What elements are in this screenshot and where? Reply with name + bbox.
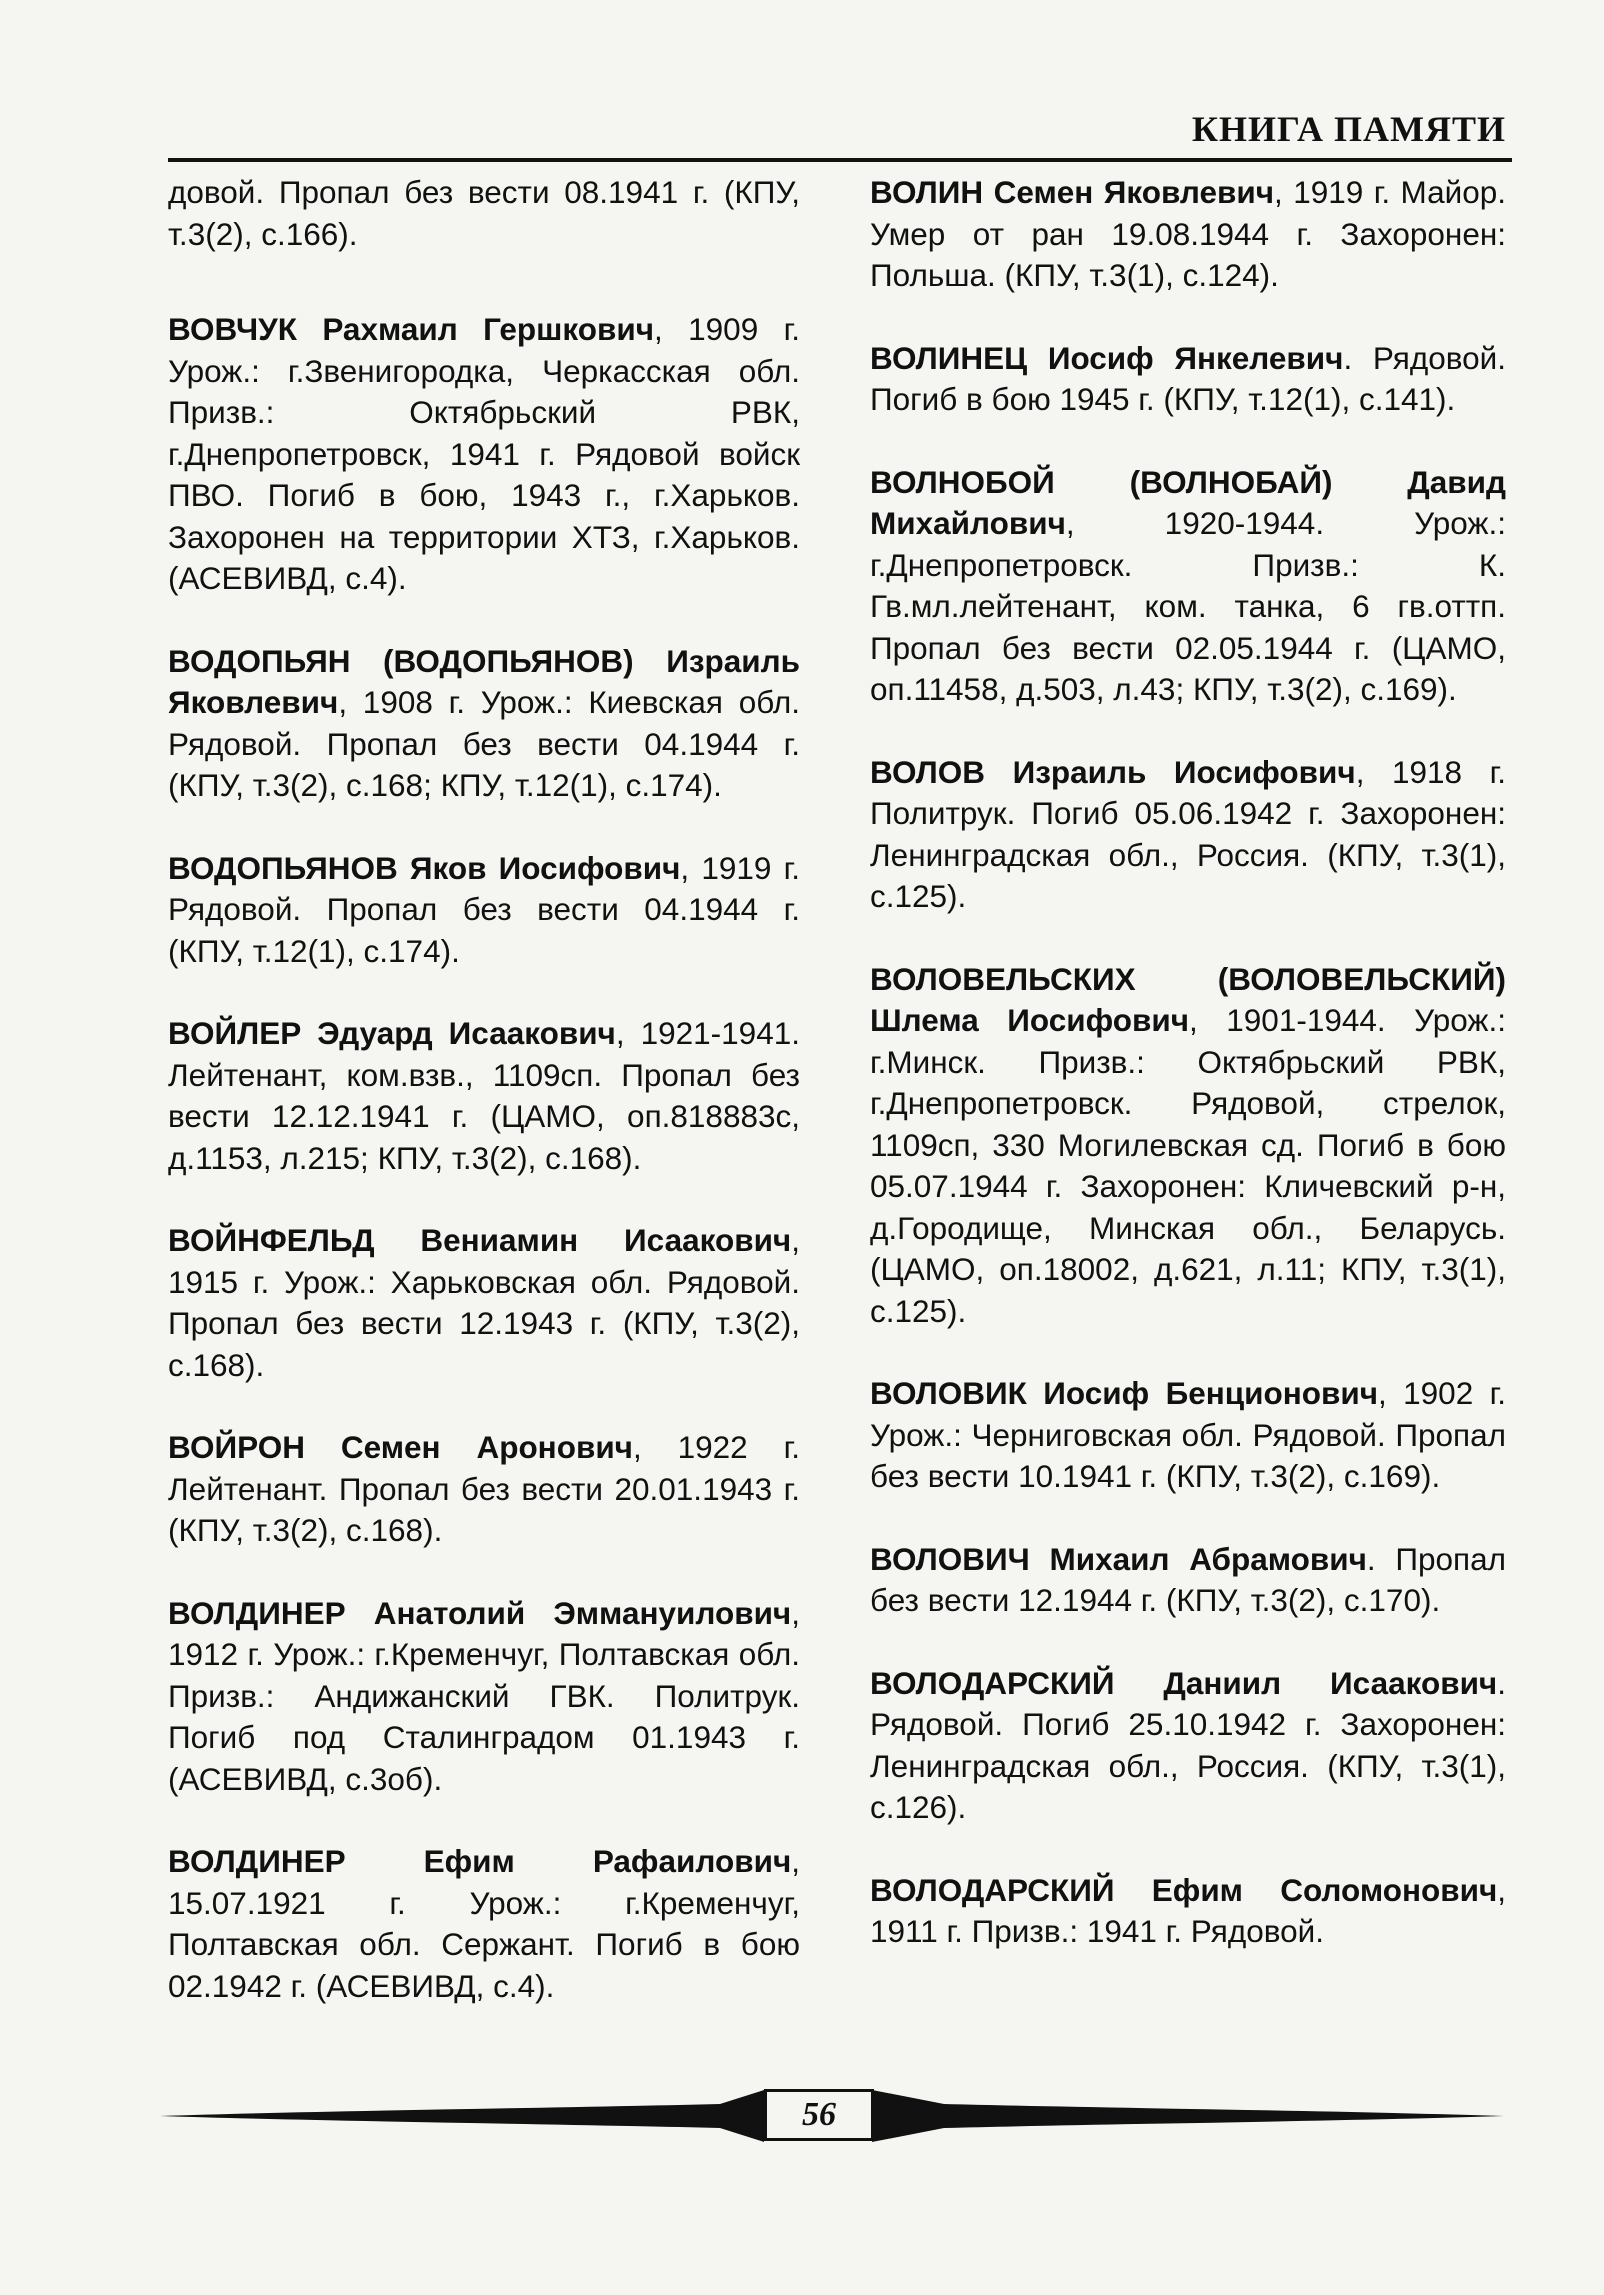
right-column — [870, 172, 1506, 1994]
entry: ВОЛДИНЕР Ефим Рафаилович, 15.07.1921 г. Урож.: г.Кременчуг, Полтавская обл. Сержант. Погиб в бою 02.1942 г. (АСЕВИВД, с.4). — [168, 1843, 800, 2004]
entry: ВОВЧУК Рахмаил Гершкович, 1909 г. Урож.: г.Звенигородка, Черкасская обл. Призв.: Октябрьский РВК, г.Днепропетровск, 1941 г. Рядовой войск ПВО. Погиб в бою, 1943 г., г.Харьков. Захоронен на территории ХТЗ, г.Харьков. (АСЕВИВД, с.4). — [168, 311, 800, 596]
entry: ВОДОПЬЯН (ВОДОПЬЯНОВ) Израиль Яковлевич, 1908 г. Урож.: Киевская обл. Рядовой. Пропал без вести 04.1944 г. (КПУ, т.3(2), с.168; КПУ, т.12(1), с.174). — [168, 642, 800, 803]
footer — [160, 2084, 1504, 2148]
entry: ВОЛОВИЧ Михаил Абрамович. Пропал без вести 12.1944 г. (КПУ, т.3(2), с.170). — [870, 1540, 1507, 1618]
entry: ВОЛОВ Израиль Иосифович, 1918 г. Политрук. Погиб 05.06.1942 г. Захоронен: Ленинградская обл., Россия. (КПУ, т.3(1), с.125). — [870, 753, 1506, 914]
entry: ВОЙЛЕР Эдуард Исаакович, 1921-1941. Лейтенант, ком.взв., 1109сп. Пропал без вести 12.12.1941 г. (ЦАМО, оп.818883с, д.1153, л.215; КПУ, т.3(2), с.168). — [168, 1015, 800, 1176]
entry: ВОЛОВИК Иосиф Бенционович, 1902 г. Урож.: Черниговская обл. Рядовой. Пропал без вести 10.1941 г. (КПУ, т.3(2), с.169). — [870, 1375, 1506, 1494]
page-number: 56 — [764, 2089, 874, 2141]
entry: ВОЙРОН Семен Аронович, 1922 г. Лейтенант. Пропал без вести 20.01.1943 г. (КПУ, т.3(2), с.168). — [168, 1429, 800, 1548]
entry: довой. Пропал без вести 08.1941 г. (КПУ, т.3(2), с.166). — [168, 174, 800, 252]
running-header: КНИГА ПАМЯТИ — [1191, 109, 1506, 149]
entry: ВОЛОДАРСКИЙ Ефим Соломонович, 1911 г. Призв.: 1941 г. Рядовой. — [870, 1871, 1506, 1949]
entry: ВОЛДИНЕР Анатолий Эммануилович, 1912 г. Урож.: г.Кременчуг, Полтавская обл. Призв.: Андижанский ГВК. Политрук. Погиб под Сталинградом 01.1943 г. (АСЕВИВД, с.3об). — [168, 1594, 800, 1797]
entry: ВОДОПЬЯНОВ Яков Иосифович, 1919 г. Рядовой. Пропал без вести 04.1944 г. (КПУ, т.12(1), с.174). — [168, 849, 800, 969]
entry: ВОЛИН Семен Яковлевич, 1919 г. Майор. Умер от ран 19.08.1944 г. Захоронен: Польша. (КПУ, т.3(1), с.124). — [870, 174, 1507, 293]
entry: ВОЛИНЕЦ Иосиф Янкелевич. Рядовой. Погиб в бою 1945 г. (КПУ, т.12(1), с.141). — [870, 339, 1506, 417]
entry: ВОЛНОБОЙ (ВОЛНОБАЙ) Давид Михайлович, 1920-1944. Урож.: г.Днепропетровск. Призв.: К. Гв.мл.лейтенант, ком. танка, 6 гв.оттп. Пропал без вести 02.05.1944 г. (ЦАМО, оп.11458, д.503, л.43; КПУ, т.3(2), с.169). — [870, 463, 1506, 707]
entry: ВОЛОВЕЛЬСКИХ (ВОЛОВЕЛЬСКИЙ) Шлема Иосифович, 1901-1944. Урож.: г.Минск. Призв.: Октябрьский РВК, г.Днепропетровск. Рядовой, стрелок, 1109сп, 330 Могилевская сд. Погиб в бою 05.07.1944 г. Захоронен: Кличевский р-н, д.Городище, Минская обл., Беларусь. (ЦАМО, оп.18002, д.621, л.11; КПУ, т.3(1), с.125). — [870, 960, 1506, 1329]
header-rule — [168, 158, 1512, 162]
entry: ВОЙНФЕЛЬД Вениамин Исаакович, 1915 г. Урож.: Харьковская обл. Рядовой. Пропал без вести 12.1943 г. (КПУ, т.3(2), с.168). — [168, 1222, 800, 1383]
entry: ВОЛОДАРСКИЙ Даниил Исаакович. Рядовой. Погиб 25.10.1942 г. Захоронен: Ленинградская обл., Россия. (КПУ, т.3(1), с.126). — [870, 1664, 1506, 1825]
left-column — [168, 172, 800, 2048]
